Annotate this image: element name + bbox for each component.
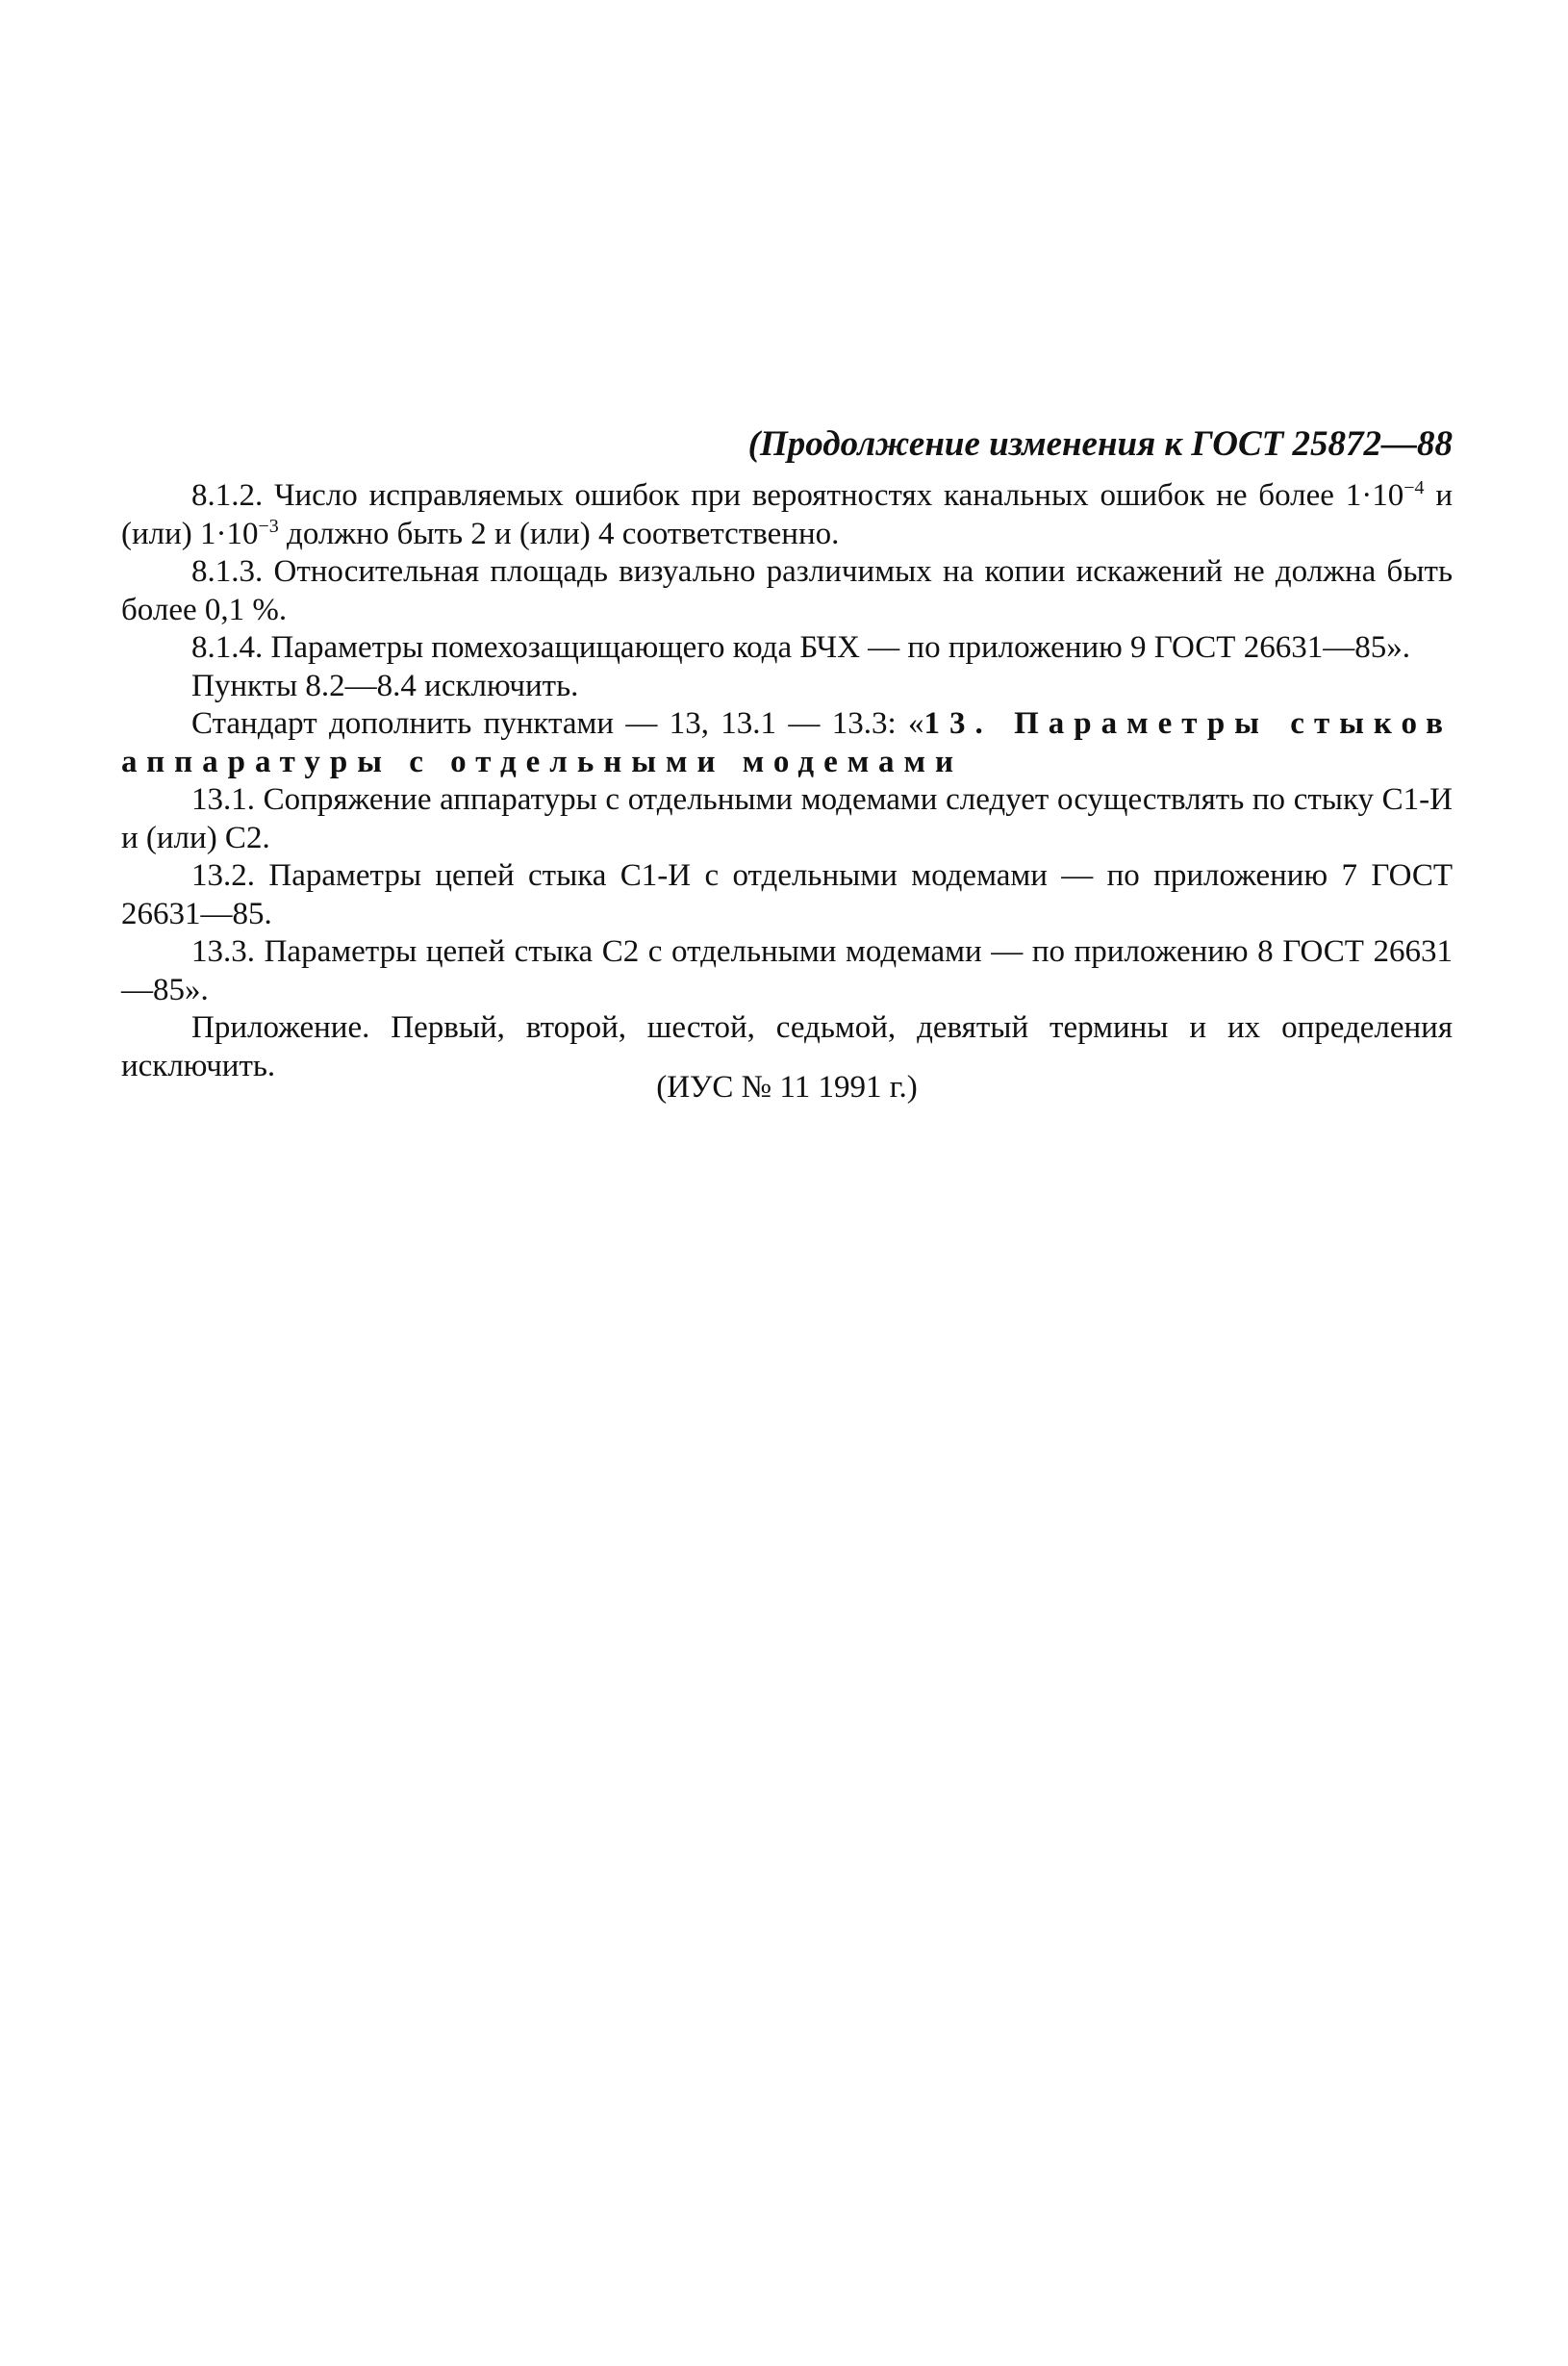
paragraph-appendix: Приложение. Первый, второй, шестой, седьмой, девятый термины и их определения исключить.	[121, 1010, 1453, 1083]
paragraph-points-excluded: Пункты 8.2—8.4 исключить.	[191, 668, 579, 703]
ius-reference: (ИУС № 11 1991 г.)	[656, 1070, 918, 1105]
exponent: −4	[1404, 477, 1425, 498]
continuation-header: (Продолжение изменения к ГОСТ 25872—88	[747, 424, 1453, 464]
paragraph-supplement	[121, 705, 1453, 781]
paragraph-8-1-3: 8.1.3. Относительная площадь визуально различимых на копии искажений не должна быть более 0,1 %.	[121, 554, 1453, 627]
paragraph-13-2: 13.2. Параметры цепей стыка С1-И с отдельными модемами — по приложению 7 ГОСТ 26631—85.	[121, 858, 1453, 931]
document-body	[121, 477, 1453, 1085]
paragraph-text: должно быть 2 и (или) 4 соответственно.	[278, 516, 840, 551]
paragraph-text: Стандарт дополнить пунктами — 13, 13.1 — 13.3: «	[191, 706, 924, 741]
paragraph-8-1-4: 8.1.4. Параметры помехозащищающего кода БЧХ — по приложению 9 ГОСТ 26631—85».	[191, 630, 1410, 665]
exponent: −3	[258, 515, 279, 537]
paragraph-13-3: 13.3. Параметры цепей стыка С2 с отдельными модемами — по приложению 8 ГОСТ 26631—85».	[121, 934, 1453, 1007]
paragraph-8-1-2	[121, 477, 1453, 553]
paragraph-13-1: 13.1. Сопряжение аппаратуры с отдельными модемами следует осуществлять по стыку С1-И и (или) С2.	[121, 782, 1453, 855]
paragraph-text: 8.1.2. Число исправляемых ошибок при вероятностях канальных ошибок не более 1·10	[191, 478, 1404, 513]
paragraph-text: и (или) 1·10	[121, 478, 1453, 551]
section-13-title: 13. Параметры стыков аппаратуры с отдельными модемами	[121, 706, 1453, 779]
